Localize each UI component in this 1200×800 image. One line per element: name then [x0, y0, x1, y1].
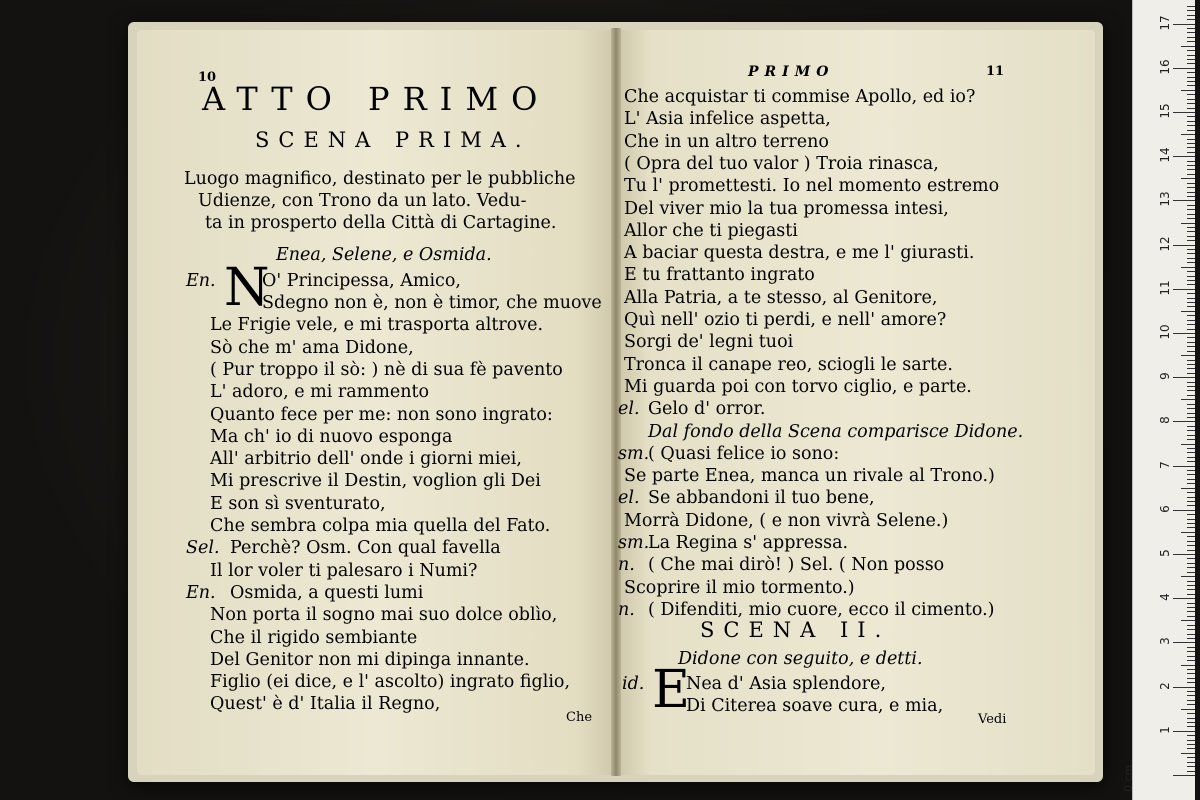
ruler-tick [1173, 333, 1195, 334]
ruler-tick [1187, 324, 1195, 325]
ruler-tick [1187, 536, 1195, 537]
ruler-tick [1187, 691, 1195, 692]
ruler-tick [1187, 766, 1195, 767]
ruler-tick [1187, 523, 1195, 524]
verse-line: All' arbitrio dell' onde i giorni miei, [210, 449, 522, 470]
ruler-tick [1187, 231, 1195, 232]
ruler-tick [1187, 63, 1195, 64]
ruler-tick [1173, 510, 1195, 511]
ruler-unit-label: 0 cm [1122, 764, 1135, 792]
verse-line: Gelo d' orror. [648, 399, 766, 420]
ruler-tick [1187, 404, 1195, 405]
ruler-tick [1187, 757, 1195, 758]
ruler-number: 10 [1158, 324, 1172, 340]
ruler-tick [1173, 24, 1195, 25]
ruler-tick [1187, 581, 1195, 582]
speaker-label: Sel. [186, 538, 220, 559]
verse-line: Non porta il sogno mai suo dolce oblìo, [210, 605, 558, 626]
ruler-tick [1187, 718, 1195, 719]
verse-line: Se parte Enea, manca un rivale al Trono.) [624, 466, 995, 487]
verse-line: Di Citerea soave cura, e mia, [686, 696, 944, 716]
ruler-tick [1181, 90, 1195, 91]
ruler-tick [1187, 85, 1195, 86]
ruler-tick [1187, 139, 1195, 140]
ruler-tick [1187, 187, 1195, 188]
verse-line: Le Frigie vele, e mi trasporta altrove. [210, 315, 544, 336]
ruler-tick [1187, 50, 1195, 51]
ruler-number: 3 [1158, 637, 1172, 646]
ruler-tick [1187, 28, 1195, 29]
ruler-tick [1187, 32, 1195, 33]
verse-line: Quanto fece per me: non sono ingrato: [210, 404, 553, 425]
speaker-label: sm. [618, 533, 650, 553]
verse-line: Sò che m' ama Didone, [210, 337, 414, 358]
ruler-tick [1187, 656, 1195, 657]
ruler-tick [1187, 346, 1195, 347]
ruler-tick [1187, 315, 1195, 316]
ruler-tick [1187, 461, 1195, 462]
ruler-tick [1181, 532, 1195, 533]
ruler-tick [1187, 368, 1195, 369]
setting-line-3: ta in prosperto della Città di Cartagine. [205, 213, 557, 233]
verse-line: Tronca il canape reo, sciogli le sarte. [624, 354, 953, 375]
ruler-tick [1187, 196, 1195, 197]
setting-line-2: Udienze, con Trono da un lato. Vedu- [198, 191, 527, 211]
ruler-tick [1187, 527, 1195, 528]
ruler-tick [1187, 390, 1195, 391]
verse-line: Quest' è d' Italia il Regno, [210, 694, 441, 715]
characters-line: Enea, Selene, e Osmida. [276, 245, 492, 265]
ruler-tick [1187, 302, 1195, 303]
ruler-tick [1187, 492, 1195, 493]
ruler-tick [1187, 320, 1195, 321]
ruler-tick [1187, 638, 1195, 639]
speaker-label: En. [186, 582, 216, 603]
verse-line: Che in un altro terreno [624, 131, 829, 152]
ruler-tick [1187, 762, 1195, 763]
verse-line: O' Principessa, Amico, [262, 271, 461, 291]
ruler-tick [1187, 94, 1195, 95]
ruler-number: 9 [1158, 372, 1172, 381]
verse-line: ( Opra del tuo valor ) Troia rinasca, [624, 153, 939, 174]
ruler-tick [1187, 611, 1195, 612]
verse-line: L' Asia infelice aspetta, [624, 109, 831, 130]
ruler-number: 8 [1158, 416, 1172, 425]
ruler-tick [1187, 81, 1195, 82]
ruler-tick [1187, 351, 1195, 352]
ruler-tick [1187, 594, 1195, 595]
ruler-number: 15 [1158, 103, 1172, 119]
speaker-label: sm. [618, 443, 650, 464]
ruler-tick [1187, 15, 1195, 16]
ruler-tick [1187, 726, 1195, 727]
ruler-tick [1187, 748, 1195, 749]
ruler-tick [1187, 55, 1195, 56]
verse-line: Scoprire il mio tormento.) [624, 577, 855, 598]
ruler-tick [1187, 771, 1195, 772]
ruler-tick [1173, 775, 1195, 776]
ruler-tick [1187, 501, 1195, 502]
ruler-tick [1173, 598, 1195, 599]
ruler-tick [1187, 545, 1195, 546]
verse-line: Perchè? Osm. Con qual favella [230, 538, 501, 559]
ruler-tick [1187, 337, 1195, 338]
ruler-tick [1187, 214, 1195, 215]
ruler-tick [1187, 452, 1195, 453]
ruler-tick [1187, 567, 1195, 568]
ruler-tick [1187, 329, 1195, 330]
ruler-tick [1187, 253, 1195, 254]
ruler-tick [1187, 262, 1195, 263]
ruler-tick [1187, 660, 1195, 661]
verse-line: ( Che mai dirò! ) Sel. ( Non posso [648, 555, 945, 576]
ruler-tick [1187, 258, 1195, 259]
speaker-label: el. [618, 399, 640, 420]
ruler-tick [1187, 395, 1195, 396]
ruler-number: 14 [1158, 147, 1172, 163]
ruler-tick [1187, 218, 1195, 219]
verse-line: E tu frattanto ingrato [624, 265, 815, 286]
ruler-tick [1187, 41, 1195, 42]
ruler-tick [1181, 709, 1195, 710]
ruler-tick [1187, 152, 1195, 153]
verse-line: Tu l' promettesti. Io nel momento estremo [624, 176, 1000, 197]
ruler-tick [1187, 125, 1195, 126]
ruler-tick [1187, 116, 1195, 117]
ruler-tick [1187, 572, 1195, 573]
ruler-tick [1181, 178, 1195, 179]
ruler-number: 5 [1158, 549, 1172, 557]
right-catchword: Vedi [978, 712, 1007, 727]
ruler-tick [1187, 192, 1195, 193]
verse-line: L' adoro, e mi rammento [210, 382, 430, 403]
scene-two-heading: SCENA II. [700, 618, 891, 642]
ruler-tick [1187, 386, 1195, 387]
ruler-tick [1187, 360, 1195, 361]
running-head: PRIMO [748, 64, 835, 80]
verse-line: Del viver mio la tua promessa intesi, [624, 198, 949, 219]
speaker-label: En. [186, 271, 216, 291]
verse-line: Morrà Didone, ( e non vivrà Selene.) [624, 510, 949, 531]
drop-cap-e: E [652, 660, 690, 720]
verse-line: Sorgi de' legni tuoi [624, 332, 794, 353]
verse-line: Alla Patria, a te stesso, al Genitore, [624, 287, 938, 308]
ruler-tick [1181, 444, 1195, 445]
ruler-tick [1187, 364, 1195, 365]
ruler-number: 7 [1158, 460, 1172, 469]
ruler-tick [1187, 161, 1195, 162]
ruler-tick [1187, 6, 1195, 7]
ruler-tick [1181, 488, 1195, 489]
verse-line: Se abbandoni il tuo bene, [648, 488, 875, 509]
left-page-number: 10 [198, 70, 217, 85]
speaker-label: n. [618, 555, 635, 576]
ruler-tick [1187, 430, 1195, 431]
ruler-number: 11 [1158, 280, 1172, 296]
ruler-tick [1187, 147, 1195, 148]
ruler-tick [1181, 46, 1195, 47]
ruler-tick [1187, 616, 1195, 617]
ruler-tick [1187, 373, 1195, 374]
ruler-tick [1187, 342, 1195, 343]
ruler-tick [1187, 298, 1195, 299]
ruler-tick [1187, 99, 1195, 100]
ruler-tick [1187, 470, 1195, 471]
ruler-tick [1187, 121, 1195, 122]
verse-line: Mi guarda poi con torvo ciglio, e parte. [624, 376, 972, 397]
ruler-tick [1173, 421, 1195, 422]
verse-line: Del Genitor non mi dipinga innante. [210, 649, 530, 670]
ruler-tick [1173, 687, 1195, 688]
verse-line: La Regina s' appressa. [648, 533, 849, 553]
ruler-tick [1173, 554, 1195, 555]
ruler-tick [1173, 156, 1195, 157]
ruler-tick [1187, 740, 1195, 741]
ruler-tick [1187, 678, 1195, 679]
ruler-tick [1187, 108, 1195, 109]
ruler-tick [1181, 620, 1195, 621]
ruler-tick [1187, 77, 1195, 78]
right-page-number: 11 [986, 64, 1005, 79]
ruler-tick [1187, 735, 1195, 736]
ruler-tick [1187, 673, 1195, 674]
ruler-tick [1181, 399, 1195, 400]
ruler-tick [1173, 731, 1195, 732]
ruler-number: 6 [1158, 504, 1172, 513]
ruler-tick [1181, 267, 1195, 268]
ruler-tick [1173, 68, 1195, 69]
ruler-tick [1187, 205, 1195, 206]
drop-cap-n: N [224, 258, 270, 318]
ruler-tick [1187, 589, 1195, 590]
ruler-tick [1187, 700, 1195, 701]
ruler-tick [1173, 377, 1195, 378]
verse-line: Sdegno non è, non è timor, che muove [262, 293, 602, 313]
ruler-tick [1181, 665, 1195, 666]
ruler-tick [1187, 514, 1195, 515]
verse-line: ( Difenditi, mio cuore, ecco il cimento.) [648, 599, 995, 620]
ruler-tick [1181, 134, 1195, 135]
act-title: ATTO PRIMO [202, 80, 551, 118]
ruler-tick [1187, 306, 1195, 307]
ruler-tick [1173, 289, 1195, 290]
ruler-tick [1187, 130, 1195, 131]
ruler-tick [1187, 382, 1195, 383]
ruler-tick [1187, 240, 1195, 241]
ruler-tick [1187, 497, 1195, 498]
ruler-tick [1187, 276, 1195, 277]
ruler-tick [1187, 634, 1195, 635]
measurement-ruler [1122, 0, 1195, 800]
ruler-tick [1187, 183, 1195, 184]
ruler-tick [1187, 695, 1195, 696]
ruler-tick [1187, 10, 1195, 11]
scene-two-characters: Didone con seguito, e detti. [678, 649, 923, 669]
ruler-number: 16 [1158, 59, 1172, 75]
ruler-tick [1187, 103, 1195, 104]
ruler-tick [1187, 439, 1195, 440]
ruler-tick [1187, 426, 1195, 427]
ruler-tick [1187, 457, 1195, 458]
verse-line: Allor che ti piegasti [624, 220, 798, 241]
ruler-tick [1181, 576, 1195, 577]
speaker-label: el. [618, 488, 640, 509]
ruler-tick [1187, 284, 1195, 285]
ruler-tick [1187, 249, 1195, 250]
ruler-tick [1187, 408, 1195, 409]
ruler-tick [1173, 642, 1195, 643]
verse-line: Nea d' Asia splendore, [686, 674, 886, 694]
ruler-number: 4 [1158, 593, 1172, 602]
ruler-tick [1187, 435, 1195, 436]
ruler-tick [1187, 647, 1195, 648]
verse-line: Il lor voler ti palesaro i Numi? [210, 560, 478, 581]
ruler-tick [1187, 550, 1195, 551]
ruler-tick [1173, 245, 1195, 246]
ruler-tick [1187, 271, 1195, 272]
ruler-tick [1187, 519, 1195, 520]
ruler-tick [1187, 483, 1195, 484]
ruler-number: 17 [1158, 14, 1172, 31]
ruler-tick [1187, 474, 1195, 475]
ruler-tick [1187, 59, 1195, 60]
ruler-tick [1187, 625, 1195, 626]
verse-line: Che sembra colpa mia quella del Fato. [210, 516, 551, 536]
ruler-number: 1 [1158, 725, 1172, 734]
left-catchword: Che [566, 710, 593, 725]
ruler-tick [1187, 37, 1195, 38]
ruler-number: 12 [1158, 235, 1172, 252]
ruler-tick [1187, 682, 1195, 683]
speaker-label: n. [618, 599, 635, 620]
ruler-tick [1181, 223, 1195, 224]
verse-line: Quì nell' ozio ti perdi, e nell' amore? [624, 310, 947, 330]
ruler-tick [1187, 603, 1195, 604]
verse-line: ( Quasi felice io sono: [648, 443, 840, 464]
ruler-tick [1187, 744, 1195, 745]
ruler-tick [1187, 505, 1195, 506]
ruler-tick [1187, 713, 1195, 714]
ruler-tick [1187, 479, 1195, 480]
ruler-tick [1187, 607, 1195, 608]
ruler-tick [1187, 227, 1195, 228]
verse-line: A baciar questa destra, e me l' giurasti. [624, 243, 975, 264]
ruler-tick [1187, 174, 1195, 175]
ruler-tick [1173, 200, 1195, 201]
ruler-tick [1187, 448, 1195, 449]
ruler-tick [1187, 629, 1195, 630]
ruler-tick [1181, 753, 1195, 754]
verse-line: ( Pur troppo il sò: ) nè di sua fè pavento [210, 359, 563, 380]
ruler-tick [1187, 541, 1195, 542]
ruler-tick [1187, 651, 1195, 652]
ruler-tick [1187, 143, 1195, 144]
ruler-tick [1187, 209, 1195, 210]
ruler-tick [1173, 466, 1195, 467]
verse-line: Che il rigido sembiante [210, 627, 418, 648]
ruler-tick [1187, 236, 1195, 237]
ruler-tick [1187, 169, 1195, 170]
setting-line-1: Luogo magnifico, destinato per le pubbliche [184, 169, 576, 189]
ruler-tick [1181, 355, 1195, 356]
ruler-tick [1187, 413, 1195, 414]
stage-direction: Dal fondo della Scena comparisce Didone. [648, 421, 1024, 442]
ruler-number: 2 [1158, 681, 1172, 690]
ruler-tick [1187, 722, 1195, 723]
verse-line: Mi prescrive il Destin, voglion gli Dei [210, 471, 541, 492]
verse-line: E son sì sventurato, [210, 493, 386, 514]
verse-line: Ma ch' io di nuovo esponga [210, 426, 453, 447]
ruler-tick [1187, 417, 1195, 418]
ruler-tick [1187, 19, 1195, 20]
ruler-tick [1187, 704, 1195, 705]
speaker-label-didone: id. [622, 674, 645, 694]
ruler-tick [1187, 563, 1195, 564]
ruler-number: 13 [1158, 191, 1172, 208]
ruler-tick [1187, 280, 1195, 281]
ruler-tick [1187, 293, 1195, 294]
ruler-tick [1173, 112, 1195, 113]
ruler-tick [1187, 558, 1195, 559]
verse-line: Osmida, a questi lumi [230, 582, 424, 603]
ruler-tick [1181, 311, 1195, 312]
verse-line: Figlio (ei dice, e l' ascolto) ingrato figlio, [210, 672, 571, 693]
ruler-tick [1187, 669, 1195, 670]
verse-line: Che acquistar ti commise Apollo, ed io? [624, 87, 976, 107]
ruler-tick [1187, 585, 1195, 586]
scene-heading: SCENA PRIMA. [255, 128, 531, 152]
ruler-tick [1187, 165, 1195, 166]
ruler-tick [1187, 72, 1195, 73]
